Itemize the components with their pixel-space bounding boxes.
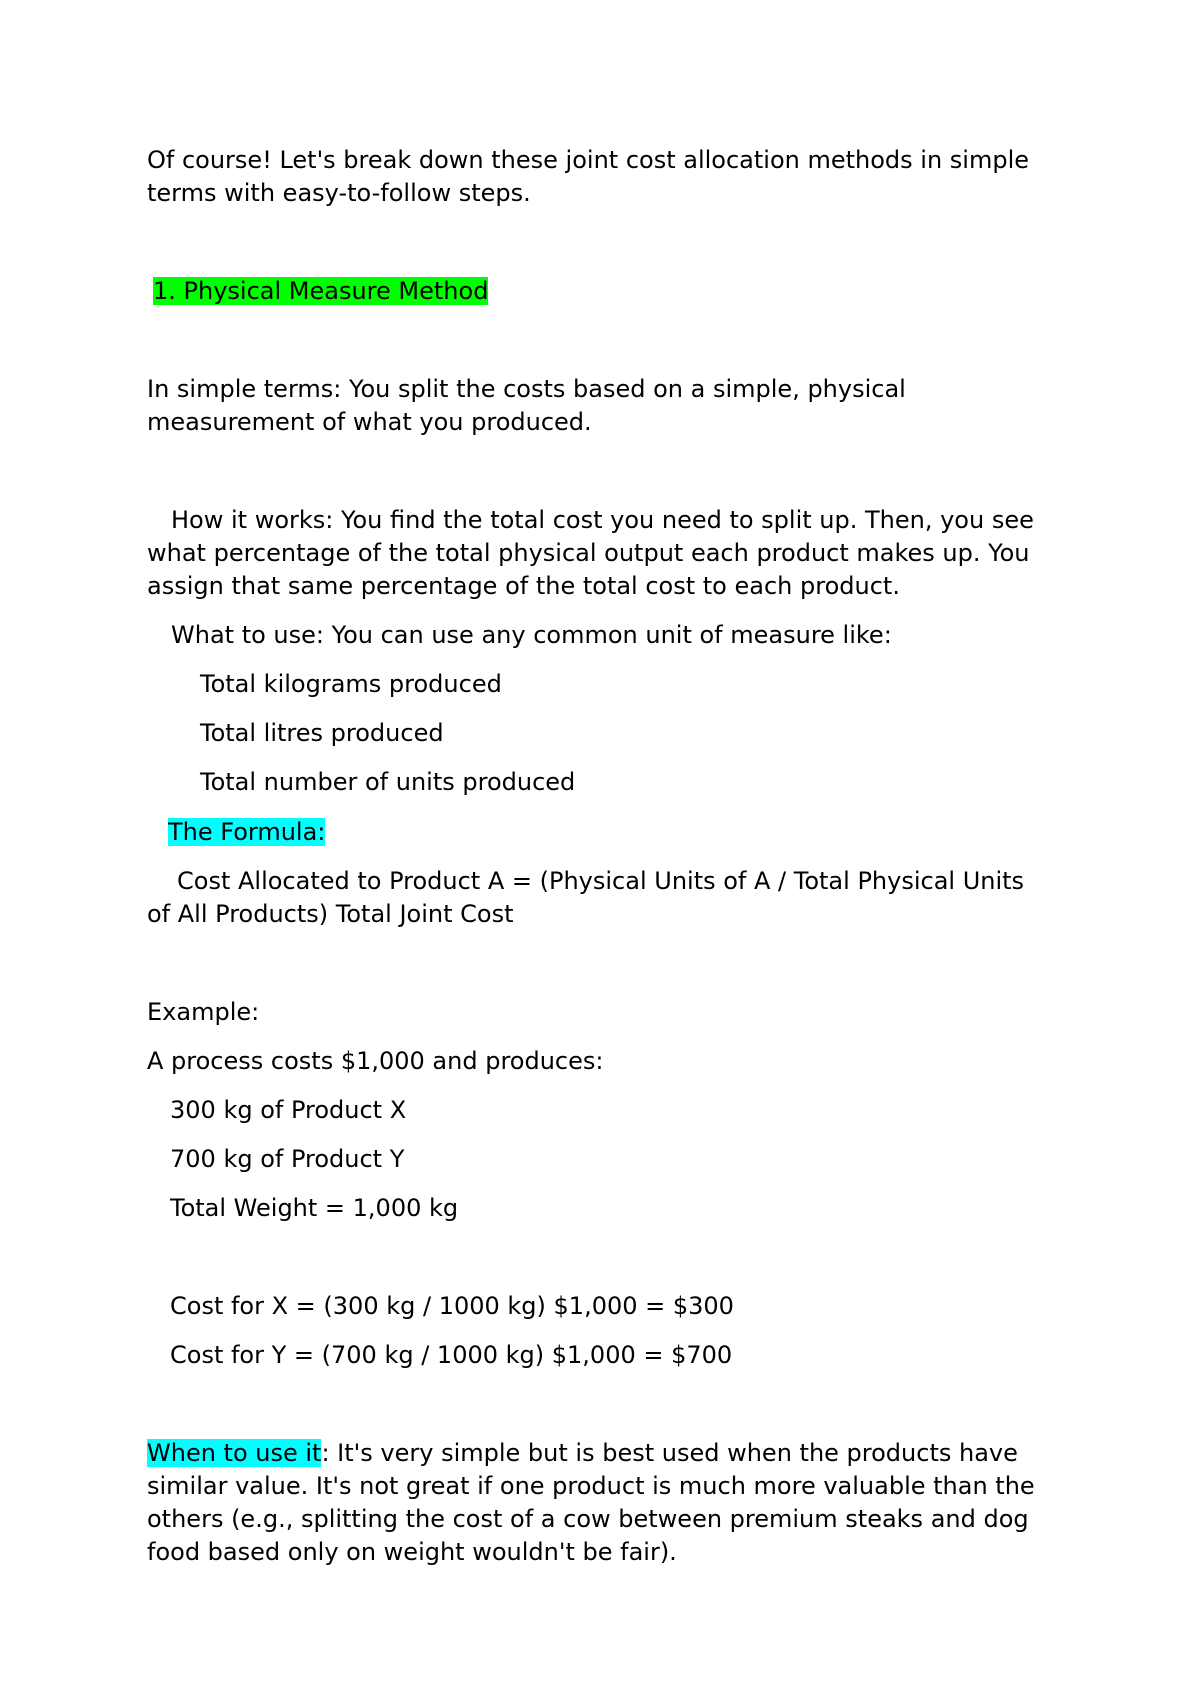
- measure-item: Total litres produced: [200, 719, 444, 747]
- when-to-use-line-4: food based only on weight wouldn't be fair).: [147, 1538, 677, 1566]
- simple-terms-line-2: measurement of what you produced.: [147, 408, 592, 436]
- how-it-works-line-2: what percentage of the total physical output each product makes up. You: [147, 539, 1030, 567]
- formula-label-text: The Formula:: [168, 818, 326, 846]
- measure-item: Total kilograms produced: [200, 670, 502, 698]
- calculation-line: Cost for X = (300 kg / 1000 kg) $1,000 = $300: [170, 1292, 734, 1320]
- when-to-use-text: : It's very simple but is best used when the products have: [321, 1439, 1018, 1467]
- when-to-use-line-1: [147, 1437, 1018, 1470]
- when-to-use-label: When to use it: [147, 1439, 322, 1467]
- how-it-works-line-1: How it works: You find the total cost you need to split up. Then, you see: [171, 506, 1034, 534]
- intro-line-1: Of course! Let's break down these joint cost allocation methods in simple: [147, 146, 1030, 174]
- formula-line-1: Cost Allocated to Product A = (Physical Units of A / Total Physical Units: [177, 867, 1025, 895]
- when-to-use-line-2: similar value. It's not great if one product is much more valuable than the: [147, 1472, 1035, 1500]
- measure-item: Total number of units produced: [200, 768, 576, 796]
- formula-label: [168, 816, 325, 849]
- intro-line-2: terms with easy-to-follow steps.: [147, 179, 531, 207]
- what-to-use: What to use: You can use any common unit of measure like:: [171, 621, 892, 649]
- section-heading-text: 1. Physical Measure Method: [153, 277, 489, 305]
- example-item: Total Weight = 1,000 kg: [170, 1194, 459, 1222]
- simple-terms-line-1: In simple terms: You split the costs based on a simple, physical: [147, 375, 906, 403]
- example-item: 700 kg of Product Y: [170, 1145, 405, 1173]
- how-it-works-line-3: assign that same percentage of the total cost to each product.: [147, 572, 900, 600]
- formula-line-2: of All Products) Total Joint Cost: [147, 900, 514, 928]
- when-to-use-line-3: others (e.g., splitting the cost of a cow between premium steaks and dog: [147, 1505, 1029, 1533]
- example-item: 300 kg of Product X: [170, 1096, 407, 1124]
- section-heading: [153, 275, 488, 308]
- example-label: Example:: [147, 998, 260, 1026]
- example-intro: A process costs $1,000 and produces:: [147, 1047, 604, 1075]
- calculation-line: Cost for Y = (700 kg / 1000 kg) $1,000 = $700: [170, 1341, 733, 1369]
